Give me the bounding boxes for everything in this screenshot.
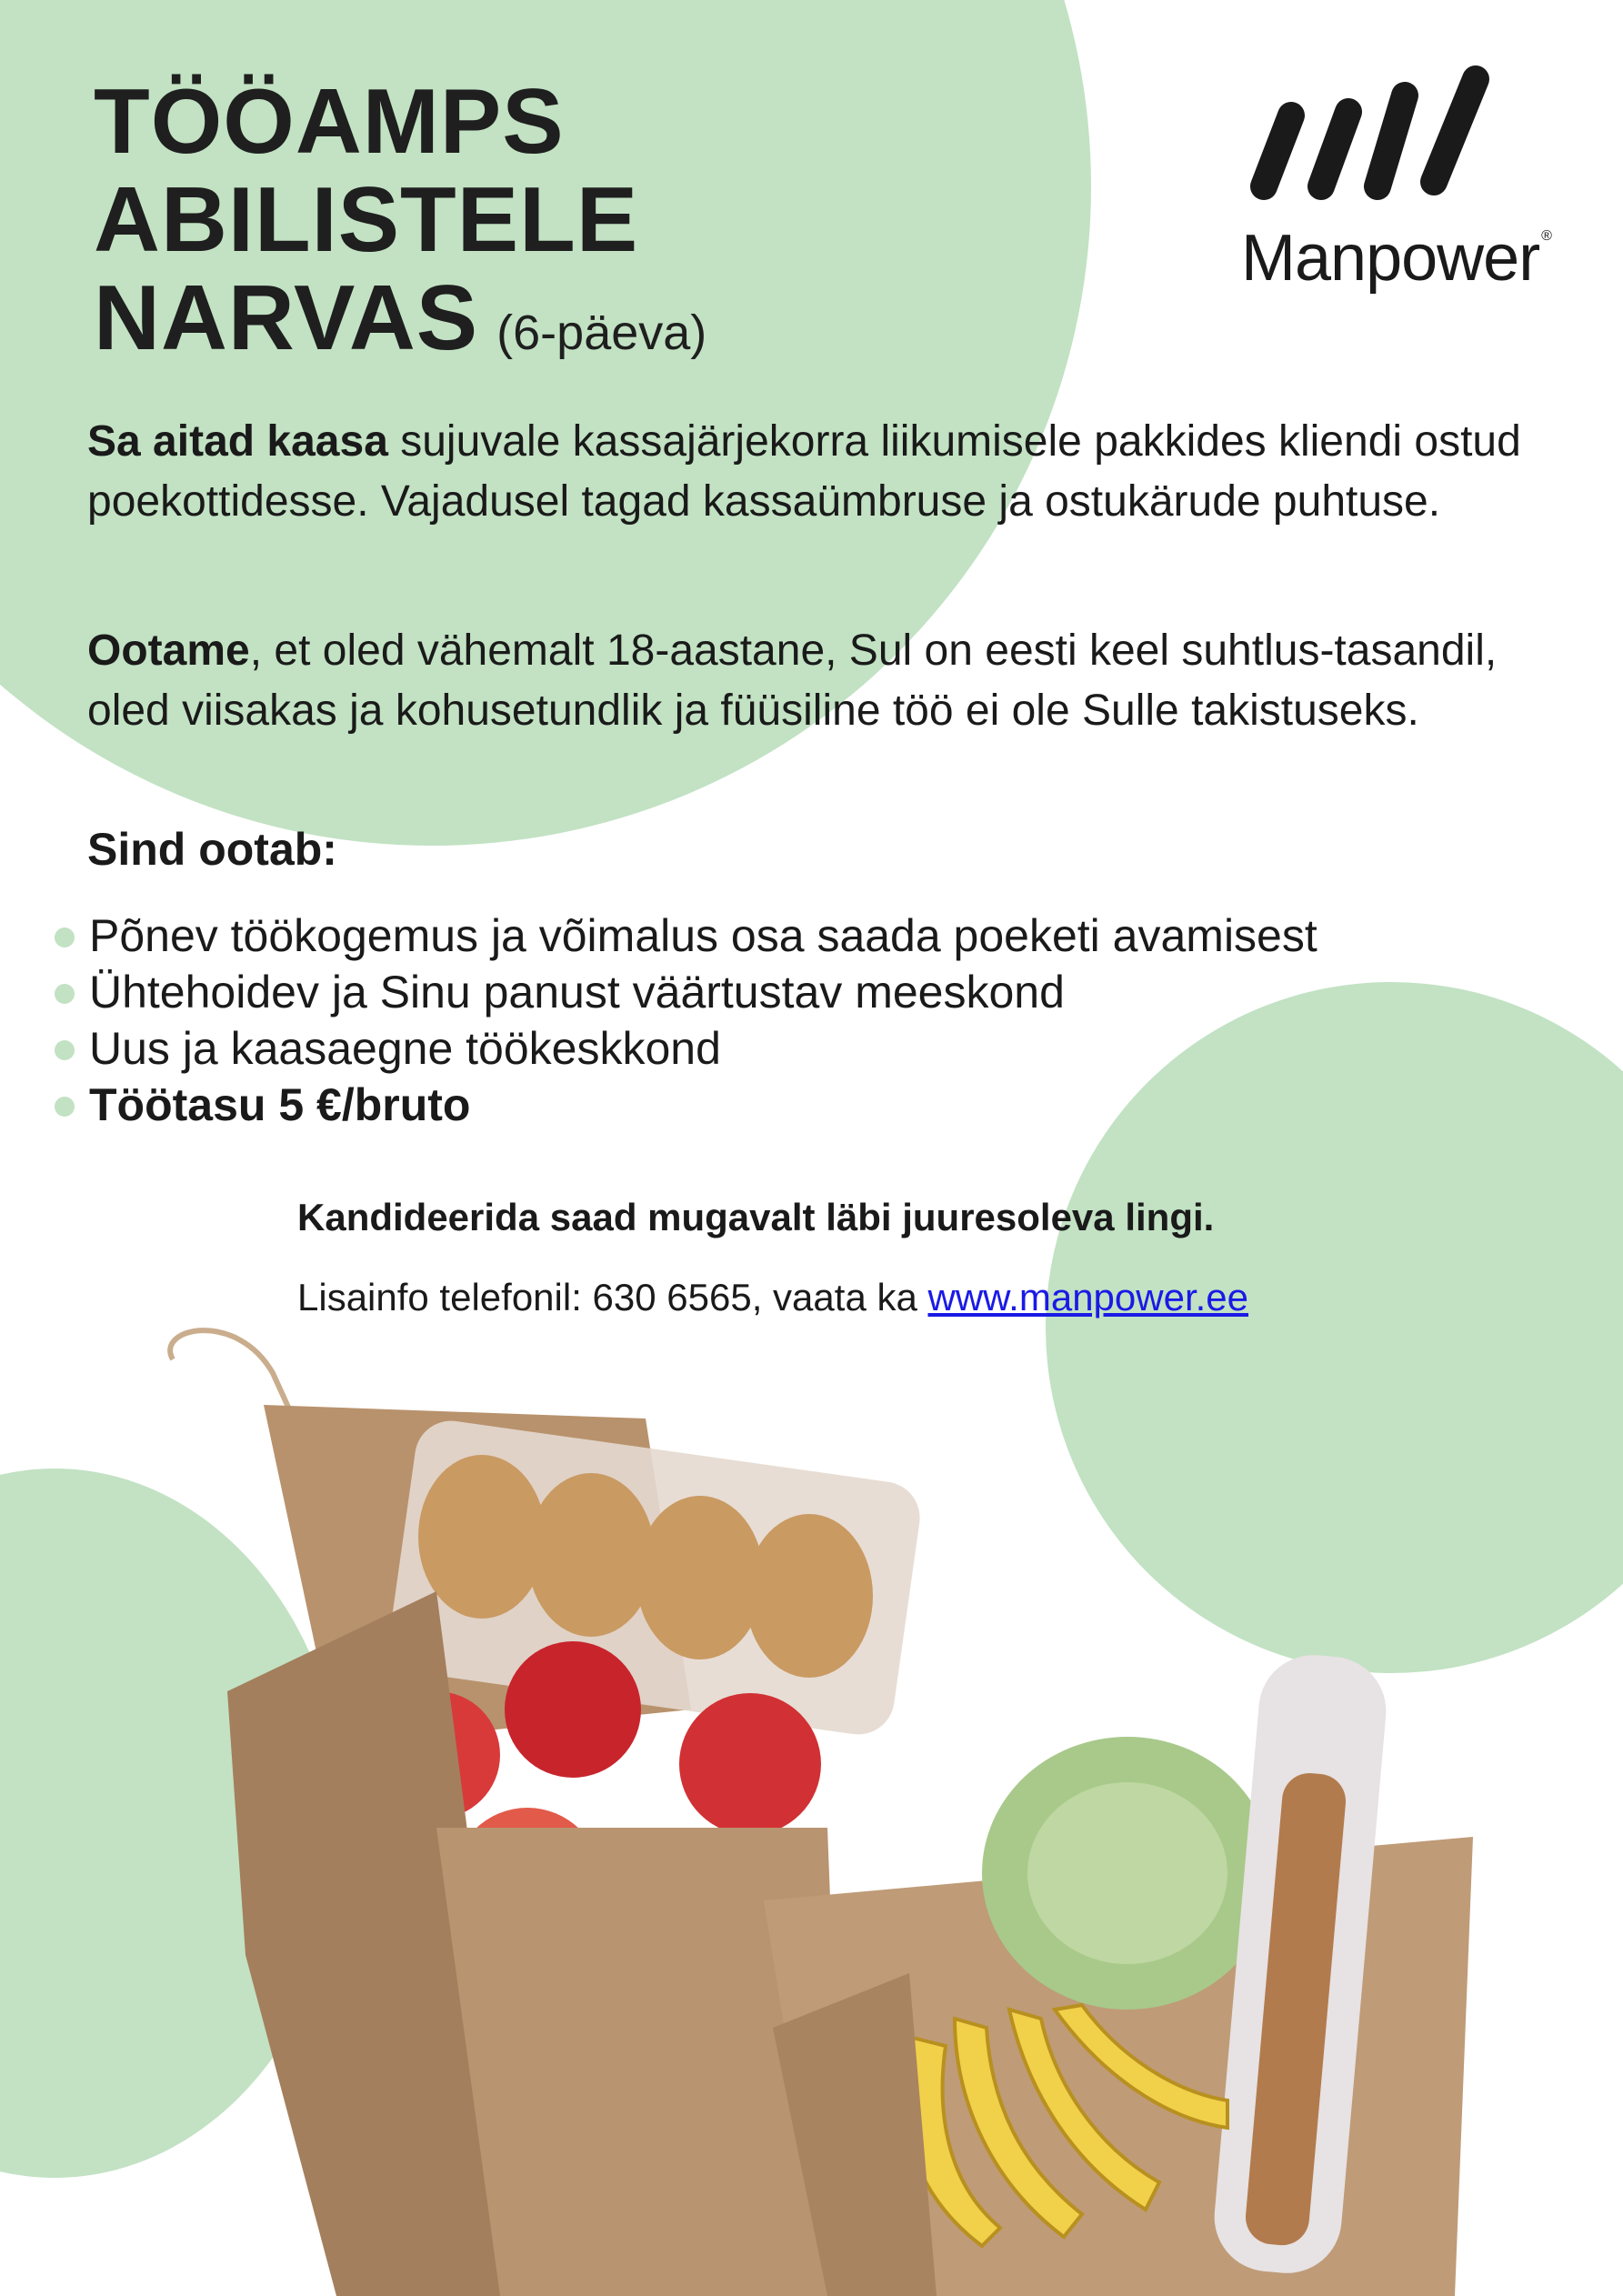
list-item: Ühtehoidev ja Sinu panust väärtustav meeskond: [55, 964, 1317, 1020]
page-title: [94, 73, 706, 382]
contact-info: [297, 1276, 1248, 1319]
bullet-dot-icon: [55, 927, 75, 947]
contact-prefix: Lisainfo telefonil: 630 6565, vaata ka: [297, 1276, 928, 1318]
manpower-logo-mark: [1241, 59, 1505, 205]
grocery-bags-photo: [136, 1318, 1500, 2296]
list-item-salary: Töötasu 5 €/bruto: [55, 1077, 1317, 1133]
list-item: Uus ja kaasaegne töökeskkond: [55, 1020, 1317, 1077]
title-line-3: NARVAS: [94, 267, 479, 369]
offer-list: [55, 907, 1317, 1133]
requirements-paragraph: [87, 621, 1578, 741]
title-subtitle: (6-päeva): [496, 306, 707, 360]
title-line-1: TÖÖAMPS: [94, 71, 565, 173]
logo-registered-mark: ®: [1541, 228, 1551, 244]
intro-text: sujuvale kassajärjekorra liikumisele pakkides kliendi ostud poekottidesse. Vajadusel tagad kassaümbruse ja ostukärude puhtuse.: [87, 417, 1521, 526]
bullet-dot-icon: [55, 1097, 75, 1117]
manpower-logo: [1241, 59, 1568, 296]
requirements-bold: Ootame: [87, 627, 250, 675]
intro-bold: Sa aitad kaasa: [87, 417, 388, 466]
list-item: Põnev töökogemus ja võimalus osa saada poeketi avamisest: [55, 907, 1317, 964]
requirements-text: , et oled vähemalt 18-aastane, Sul on eesti keel suhtlus-tasandil, oled viisakas ja kohusetundlik ja füüsiline töö ei ole Sulle takistuseks.: [87, 627, 1498, 735]
title-line-2: ABILISTELE: [94, 169, 639, 271]
logo-wordmark: Manpower: [1241, 222, 1540, 295]
bullet-dot-icon: [55, 1040, 75, 1060]
offer-heading: Sind ootab:: [87, 824, 337, 875]
bullet-dot-icon: [55, 984, 75, 1004]
apply-text: Kandideerida saad mugavalt läbi juuresoleva lingi.: [297, 1196, 1215, 1238]
website-link[interactable]: www.manpower.ee: [927, 1276, 1249, 1318]
intro-paragraph: [87, 412, 1578, 532]
